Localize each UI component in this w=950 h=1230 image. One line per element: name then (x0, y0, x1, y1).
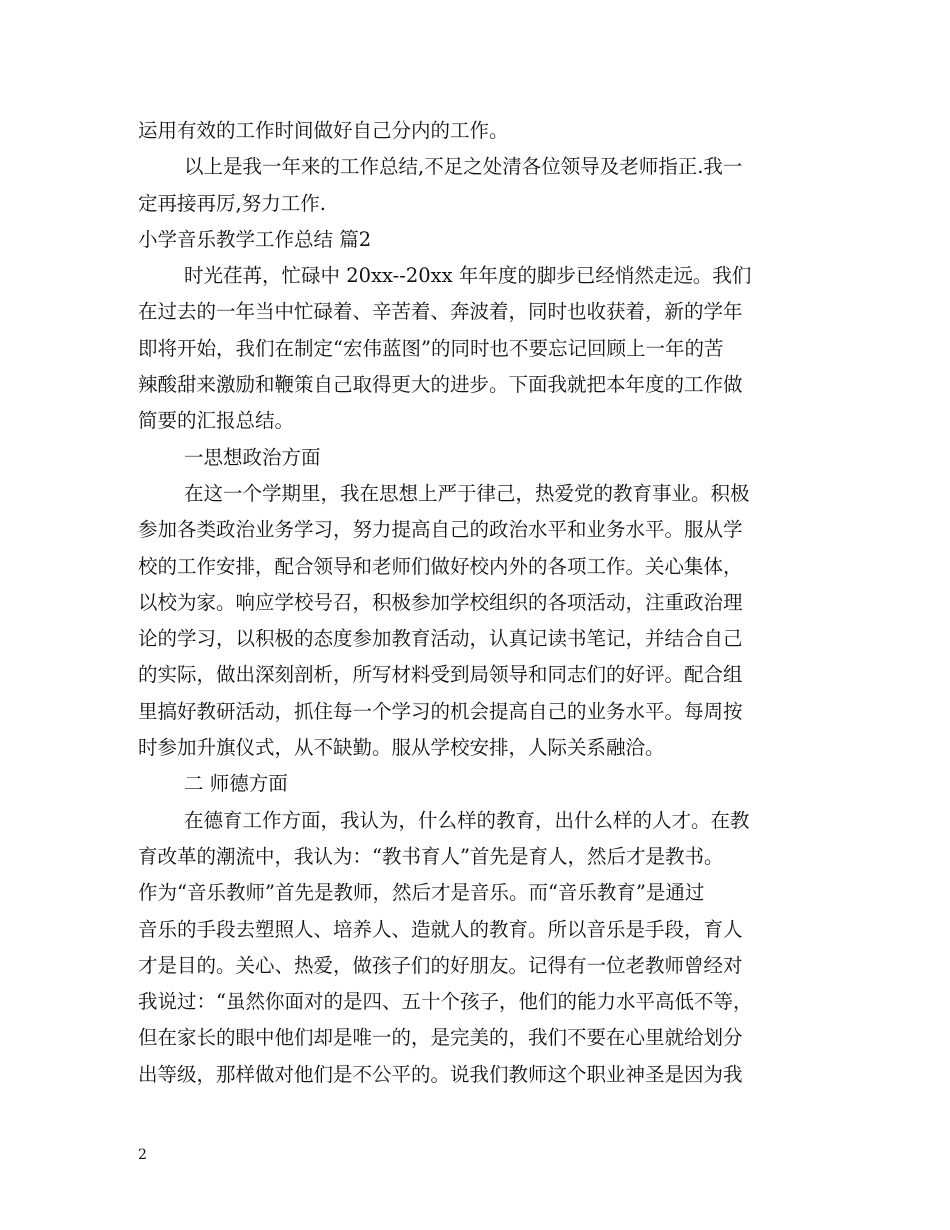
text-line: 时光荏苒，忙碌中 20xx--20xx 年年度的脚步已经悄然走远。我们 (184, 264, 752, 288)
text-line: 校的工作安排，配合领导和老师们做好校内外的各项工作。关心集体， (138, 554, 743, 578)
text-line: 运用有效的工作时间做好自己分内的工作。 (138, 119, 509, 142)
text-line: 辣酸甜来激励和鞭策自己取得更大的进步。下面我就把本年度的工作做 (138, 373, 743, 397)
text-line: 我说过：“虽然你面对的是四、五十个孩子，他们的能力水平高低不等， (138, 990, 753, 1014)
text-line: 作为“音乐教师”首先是教师，然后才是音乐。而“音乐教育”是通过 (138, 881, 705, 905)
text-line: 的实际，做出深刻剖析，所写材料受到局领导和同志们的好评。配合组 (138, 663, 743, 687)
text-line: 音乐的手段去塑照人、培养人、造就人的教育。所以音乐是手段，育人 (138, 917, 743, 941)
document-body (138, 113, 814, 1093)
text-line: 育改革的潮流中，我认为：“教书育人”首先是育人，然后才是教书。 (138, 844, 724, 868)
text-line: 时参加升旗仪式，从不缺勤。服从学校安排，人际关系融洽。 (138, 736, 665, 760)
text-line: 在这一个学期里，我在思想上严于律己，热爱党的教育事业。积极 (184, 481, 750, 505)
text-line: 在德育工作方面，我认为，什么样的教育，出什么样的人才。在教 (184, 808, 750, 832)
text-line: 里搞好教研活动，抓住每一个学习的机会提高自己的业务水平。每周按 (138, 699, 743, 723)
text-line: 出等级，那样做对他们是不公平的。说我们教师这个职业神圣是因为我 (138, 1062, 743, 1086)
text-line: 参加各类政治业务学习，努力提高自己的政治水平和业务水平。服从学 (138, 518, 743, 542)
text-line: 小学音乐教学工作总结 篇2 (138, 227, 372, 251)
text-line: 以校为家。响应学校号召，积极参加学校组织的各项活动，注重政治理 (138, 590, 743, 614)
text-line: 论的学习，以积极的态度参加教育活动，认真记读书笔记，并结合自己 (138, 627, 743, 651)
text-line: 即将开始，我们在制定“宏伟蓝图”的同时也不要忘记回顾上一年的苦 (138, 336, 724, 360)
text-line: 才是目的。关心、热爱，做孩子们的好朋友。记得有一位老教师曾经对 (138, 953, 743, 977)
text-line: 简要的汇报总结。 (138, 409, 295, 433)
page-number: 2 (138, 1147, 147, 1163)
text-line: 以上是我一年来的工作总结,不足之处清各位领导及老师指正.我一 (184, 155, 743, 179)
text-line: 在过去的一年当中忙碌着、辛苦着、奔波着，同时也收获着，新的学年 (138, 300, 743, 324)
text-line: 但在家长的眼中他们却是唯一的，是完美的，我们不要在心里就给划分 (138, 1026, 743, 1050)
text-line: 二 师德方面 (184, 772, 288, 796)
text-line: 定再接再厉,努力工作. (138, 191, 326, 215)
text-line: 一思想政治方面 (184, 445, 321, 469)
